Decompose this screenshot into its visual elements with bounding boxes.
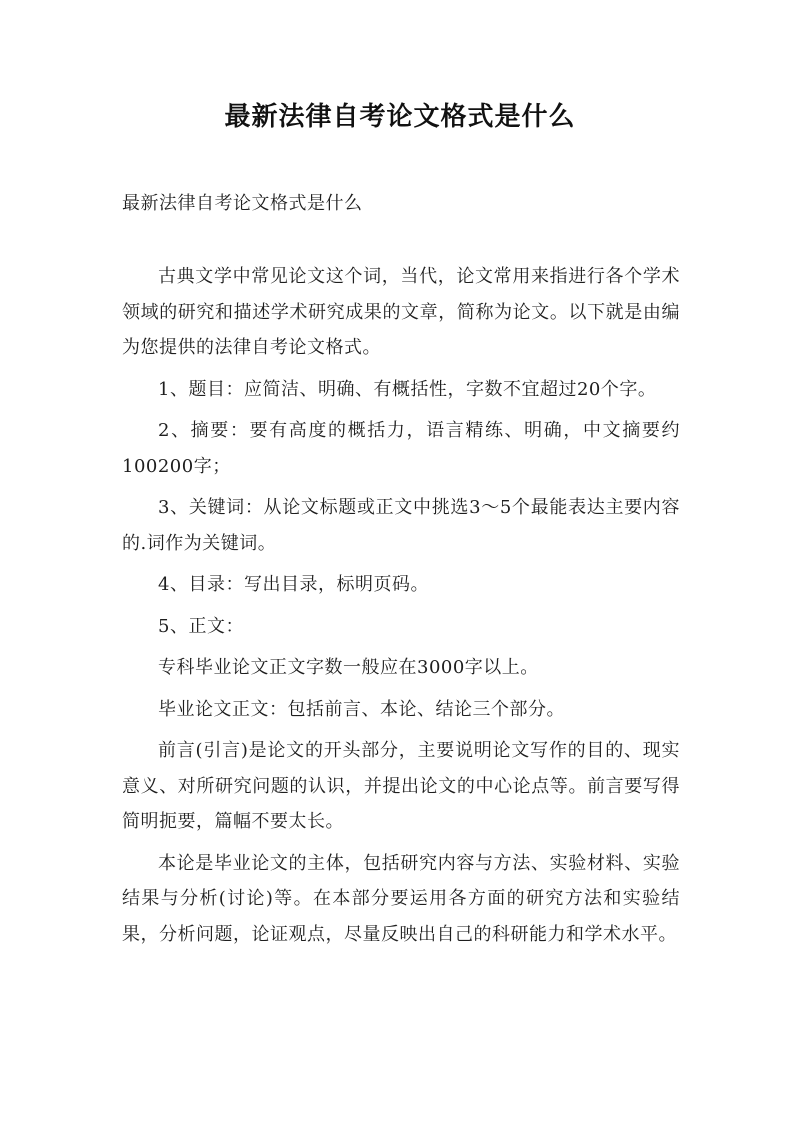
paragraph-intro: 古典文学中常见论文这个词，当代，论文常用来指进行各个学术领域的研究和描述学术研究成果的文章，简称为论文。以下就是由编为您提供的法律自考论文格式。 [122, 266, 680, 358]
paragraph-body-heading: 5、正文： [158, 615, 244, 637]
paragraph-body-structure: 毕业论文正文：包括前言、本论、结论三个部分。 [158, 698, 565, 720]
paragraph-word-count: 专科毕业论文正文字数一般应在3000字以上。 [158, 657, 539, 678]
paragraph-preface: 前言(引言)是论文的开头部分，主要说明论文写作的目的、现实意义、对所研究问题的认识，并提出论文的中心论点等。前言要写得简明扼要，篇幅不要太长。 [122, 740, 680, 832]
paragraph-title-rule: 1、题目：应简洁、明确、有概括性，字数不宜超过20个字。 [158, 378, 657, 400]
paragraph-keywords-rule: 3、关键词：从论文标题或正文中挑选3～5个最能表达主要内容的.词作为关键词。 [122, 497, 680, 554]
document-title: 最新法律自考论文格式是什么 [224, 102, 576, 132]
paragraph-main-body: 本论是毕业论文的主体，包括研究内容与方法、实验材料、实验结果与分析(讨论)等。在本部分要运用各方面的研究方法和实验结果，分析问题，论证观点，尽量反映出自己的科研能力和学术水平。 [122, 852, 680, 945]
document-subtitle: 最新法律自考论文格式是什么 [122, 193, 363, 214]
paragraph-toc-rule: 4、目录：写出目录，标明页码。 [158, 574, 429, 595]
paragraph-abstract-rule: 2、摘要：要有高度的概括力，语言精练、明确，中文摘要约100200字； [122, 420, 680, 477]
document-body [122, 259, 680, 958]
